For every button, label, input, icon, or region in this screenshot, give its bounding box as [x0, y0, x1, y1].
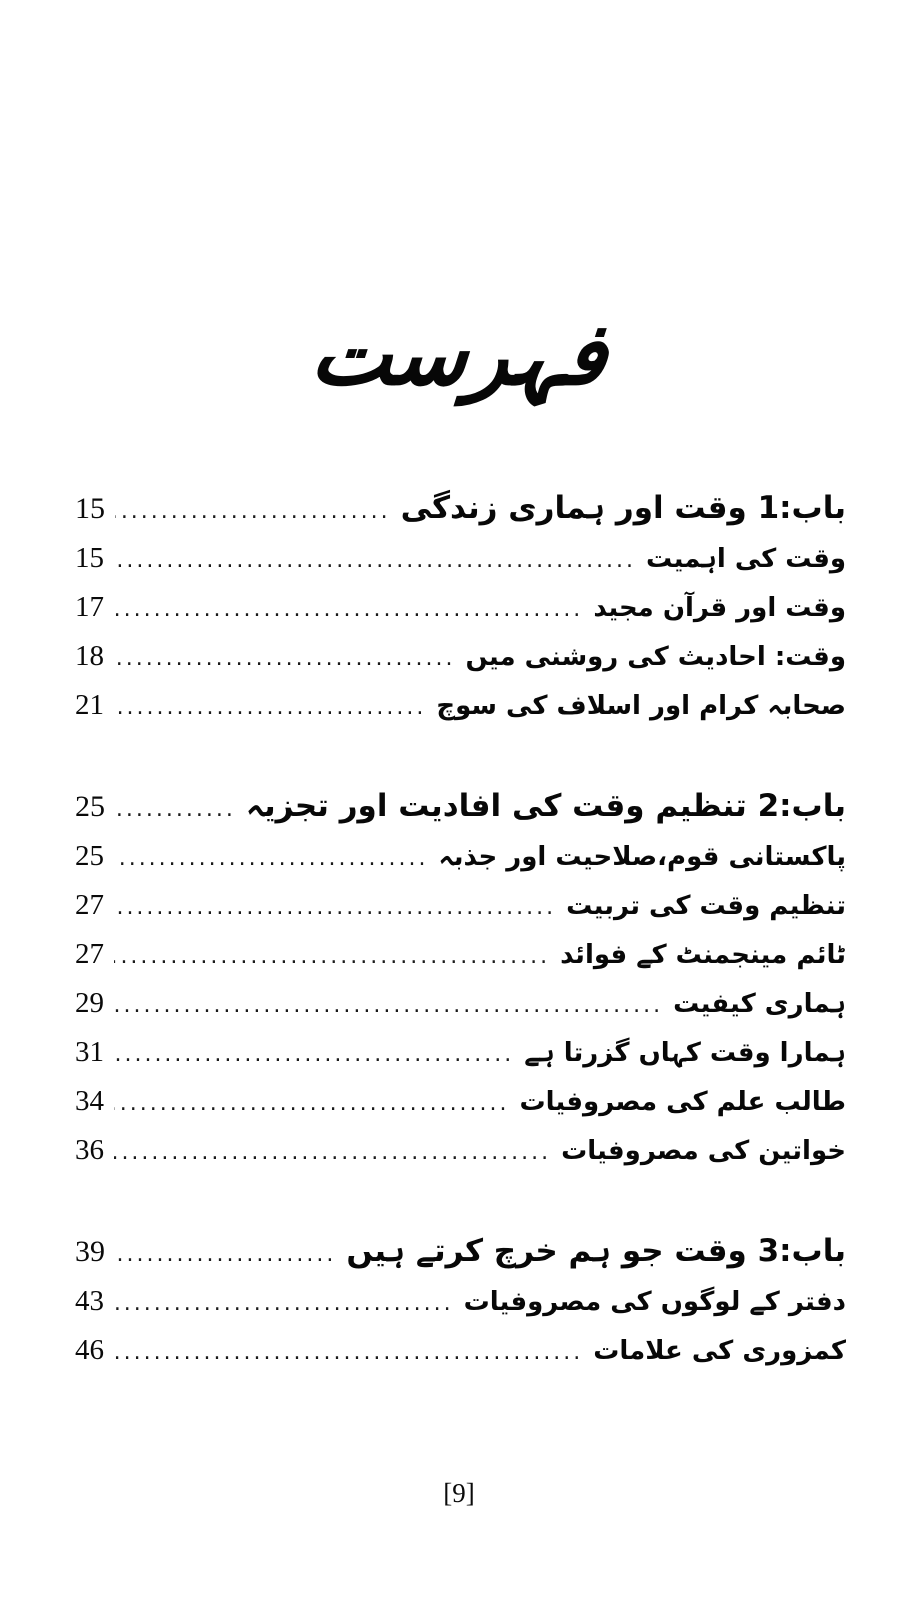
- dot-leader: [114, 895, 556, 920]
- entry-page-number: 29: [75, 987, 104, 1019]
- toc-entry-row: [75, 1132, 846, 1169]
- toc-title: فہرست: [307, 305, 611, 405]
- entry-title: پاکستانی قوم،صلاحیت اور جذبہ: [438, 842, 846, 872]
- entry-title: وقت: احادیث کی روشنی میں: [465, 642, 846, 672]
- entry-title: تنظیم وقت کی تربیت: [566, 891, 846, 921]
- entry-page-number: 21: [75, 689, 104, 721]
- toc-entry-row: [75, 638, 846, 675]
- entry-title: خواتین کی مصروفیات: [561, 1136, 846, 1166]
- entry-title: ہماری کیفیت: [673, 989, 846, 1019]
- toc-chapter-row: [75, 786, 846, 826]
- dot-leader: [114, 1042, 514, 1067]
- dot-leader: [114, 944, 550, 969]
- entry-page-number: 36: [75, 1134, 104, 1166]
- dot-leader: [114, 597, 583, 622]
- toc-section-chapter-2: [75, 786, 846, 1169]
- entry-page-number: 31: [75, 1036, 104, 1068]
- table-of-contents: [75, 488, 846, 1431]
- toc-entry-row: [75, 589, 846, 626]
- entry-title: طالب علم کی مصروفیات: [519, 1087, 846, 1117]
- dot-leader: [114, 846, 429, 871]
- chapter-title: باب:1 وقت اور ہماری زندگی: [400, 490, 846, 526]
- footer-page-number: [9]: [443, 1478, 475, 1508]
- entry-page-number: 25: [75, 840, 104, 872]
- dot-leader: [114, 993, 663, 1018]
- entry-page-number: 46: [75, 1334, 104, 1366]
- dot-leader: [114, 1140, 551, 1165]
- dot-leader: [115, 1242, 336, 1267]
- entry-title: وقت اور قرآن مجید: [593, 593, 846, 623]
- dot-leader: [114, 1091, 510, 1116]
- entry-title: وقت کی اہمیت: [646, 544, 846, 574]
- toc-entry-row: [75, 687, 846, 724]
- toc-entry-row: [75, 1332, 846, 1369]
- toc-entry-row: [75, 540, 846, 577]
- toc-entry-row: [75, 838, 846, 875]
- page-footer: [0, 1478, 918, 1509]
- entry-page-number: 27: [75, 889, 104, 921]
- entry-title: صحابہ کرام اور اسلاف کی سوچ: [436, 691, 846, 721]
- entry-title: ٹائم مینجمنٹ کے فوائد: [560, 940, 846, 970]
- entry-page-number: 18: [75, 640, 104, 672]
- chapter-page-number: 15: [75, 492, 105, 525]
- toc-entry-row: [75, 887, 846, 924]
- entry-title: ہمارا وقت کہاں گزرتا ہے: [524, 1038, 846, 1068]
- toc-entry-row: [75, 1083, 846, 1120]
- toc-title-area: [0, 305, 918, 405]
- toc-entry-row: [75, 1034, 846, 1071]
- entry-page-number: 34: [75, 1085, 104, 1117]
- dot-leader: [114, 695, 426, 720]
- entry-page-number: 27: [75, 938, 104, 970]
- chapter-title: باب:2 تنظیم وقت کی افادیت اور تجزیہ: [245, 788, 846, 824]
- entry-page-number: 15: [75, 542, 104, 574]
- dot-leader: [115, 499, 391, 524]
- dot-leader: [115, 797, 236, 822]
- dot-leader: [114, 646, 455, 671]
- toc-entry-row: [75, 985, 846, 1022]
- entry-title: دفتر کے لوگوں کی مصروفیات: [463, 1287, 846, 1317]
- dot-leader: [114, 1291, 454, 1316]
- toc-section-chapter-1: [75, 488, 846, 724]
- toc-chapter-row: [75, 1231, 846, 1271]
- chapter-title: باب:3 وقت جو ہم خرچ کرتے ہیں: [346, 1233, 846, 1269]
- dot-leader: [114, 1340, 583, 1365]
- chapter-page-number: 39: [75, 1235, 105, 1268]
- entry-page-number: 17: [75, 591, 104, 623]
- toc-section-chapter-3: [75, 1231, 846, 1369]
- entry-page-number: 43: [75, 1285, 104, 1317]
- dot-leader: [114, 548, 636, 573]
- toc-chapter-row: [75, 488, 846, 528]
- entry-title: کمزوری کی علامات: [593, 1336, 846, 1366]
- toc-entry-row: [75, 936, 846, 973]
- toc-entry-row: [75, 1283, 846, 1320]
- chapter-page-number: 25: [75, 790, 105, 823]
